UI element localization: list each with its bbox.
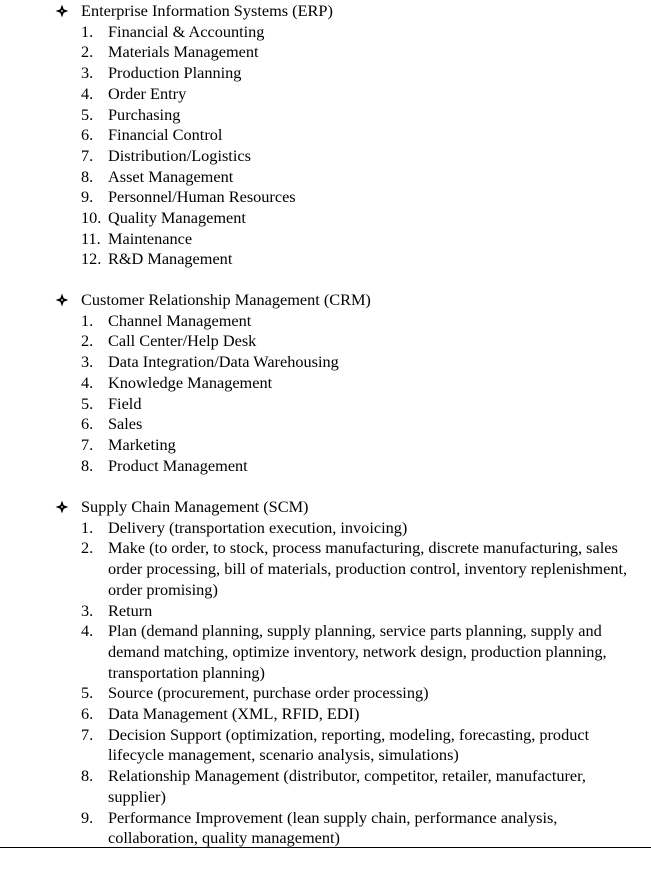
item-number: 6.	[81, 125, 94, 145]
list-item	[0, 456, 651, 477]
section-heading	[0, 290, 651, 311]
item-text: Field	[108, 393, 142, 413]
list-item	[0, 146, 651, 167]
item-text: Call Center/Help Desk	[108, 331, 257, 351]
item-text: Financial & Accounting	[108, 21, 265, 41]
item-number: 3.	[81, 352, 94, 372]
bottom-rule-divider	[0, 847, 651, 848]
item-text: Data Integration/Data Warehousing	[108, 352, 339, 372]
item-number: 6.	[81, 704, 94, 724]
section-erp	[0, 1, 651, 270]
item-text: Maintenance	[108, 228, 193, 248]
section-title: Enterprise Information Systems (ERP)	[81, 1, 333, 20]
list-item	[0, 167, 651, 188]
item-number: 11.	[81, 228, 101, 248]
list-item	[0, 249, 651, 270]
item-number: 6.	[81, 414, 94, 434]
list-item	[0, 518, 651, 539]
item-text: Relationship Management (distributor, competitor, retailer, manufacturer, supplier)	[108, 766, 586, 806]
list-item	[0, 766, 651, 807]
item-text: Product Management	[108, 455, 248, 475]
item-text: Sales	[108, 414, 143, 434]
item-number: 1.	[81, 310, 94, 330]
item-text: Make (to order, to stock, process manufacturing, discrete manufacturing, sales order processing, bill of materials, production control, inventory replenishment, order promising)	[108, 538, 628, 599]
section-heading	[0, 1, 651, 22]
item-number: 4.	[81, 372, 94, 392]
item-number: 9.	[81, 187, 94, 207]
item-list	[0, 311, 651, 477]
item-text: Production Planning	[108, 63, 242, 83]
item-text: Financial Control	[108, 125, 223, 145]
item-number: 2.	[81, 42, 94, 62]
section-scm	[0, 497, 651, 849]
item-text: Marketing	[108, 434, 176, 454]
list-item	[0, 187, 651, 208]
item-text: Return	[108, 600, 153, 620]
list-item	[0, 435, 651, 456]
section-heading	[0, 497, 651, 518]
item-list	[0, 22, 651, 270]
item-text: Distribution/Logistics	[108, 145, 251, 165]
item-text: Personnel/Human Resources	[108, 187, 296, 207]
list-item	[0, 808, 651, 849]
item-text: Source (procurement, purchase order processing)	[108, 683, 429, 703]
section-title: Supply Chain Management (SCM)	[81, 497, 309, 516]
item-number: 8.	[81, 455, 94, 475]
section-title: Customer Relationship Management (CRM)	[81, 290, 371, 309]
item-number: 12.	[81, 249, 102, 269]
diamond-bullet-icon	[55, 290, 75, 311]
item-number: 2.	[81, 331, 94, 351]
item-text: Plan (demand planning, supply planning, service parts planning, supply and demand matching, optimize inventory, network design, production planning, transportation planning)	[108, 621, 607, 682]
list-item	[0, 725, 651, 766]
list-item	[0, 229, 651, 250]
list-item	[0, 22, 651, 43]
item-text: Channel Management	[108, 310, 252, 330]
item-number: 10.	[81, 208, 102, 228]
item-number: 5.	[81, 104, 94, 124]
item-text: Asset Management	[108, 166, 234, 186]
list-item	[0, 621, 651, 683]
item-number: 3.	[81, 600, 94, 620]
item-text: Quality Management	[108, 208, 246, 228]
item-number: 3.	[81, 63, 94, 83]
list-item	[0, 601, 651, 622]
item-text: Order Entry	[108, 83, 187, 103]
item-number: 8.	[81, 166, 94, 186]
list-item	[0, 373, 651, 394]
item-number: 7.	[81, 724, 94, 744]
item-text: Performance Improvement (lean supply chain, performance analysis, collaboration, quality management)	[108, 807, 558, 848]
list-item	[0, 352, 651, 373]
section-crm	[0, 290, 651, 476]
item-number: 7.	[81, 434, 94, 454]
item-text: Delivery (transportation execution, invoicing)	[108, 517, 408, 537]
item-number: 2.	[81, 538, 94, 558]
list-item	[0, 538, 651, 600]
item-number: 8.	[81, 766, 94, 786]
diamond-bullet-icon	[55, 1, 75, 22]
list-item	[0, 683, 651, 704]
list-item	[0, 125, 651, 146]
item-number: 7.	[81, 145, 94, 165]
item-number: 4.	[81, 83, 94, 103]
list-item	[0, 414, 651, 435]
list-item	[0, 704, 651, 725]
item-number: 4.	[81, 621, 94, 641]
list-item	[0, 84, 651, 105]
item-text: Knowledge Management	[108, 372, 273, 392]
item-text: Materials Management	[108, 42, 259, 62]
item-text: Data Management (XML, RFID, EDI)	[108, 704, 360, 724]
diamond-bullet-icon	[55, 497, 75, 518]
item-text: Decision Support (optimization, reporting, modeling, forecasting, product lifecycle management, scenario analysis, simulations)	[108, 724, 590, 765]
item-number: 9.	[81, 807, 94, 827]
list-item	[0, 331, 651, 352]
list-item	[0, 105, 651, 126]
list-item	[0, 63, 651, 84]
item-number: 5.	[81, 393, 94, 413]
item-text: R&D Management	[108, 249, 233, 269]
item-number: 1.	[81, 21, 94, 41]
item-list	[0, 518, 651, 849]
item-number: 1.	[81, 517, 94, 537]
list-item	[0, 208, 651, 229]
item-text: Purchasing	[108, 104, 181, 124]
item-number: 5.	[81, 683, 94, 703]
list-item	[0, 42, 651, 63]
list-item	[0, 311, 651, 332]
list-item	[0, 394, 651, 415]
